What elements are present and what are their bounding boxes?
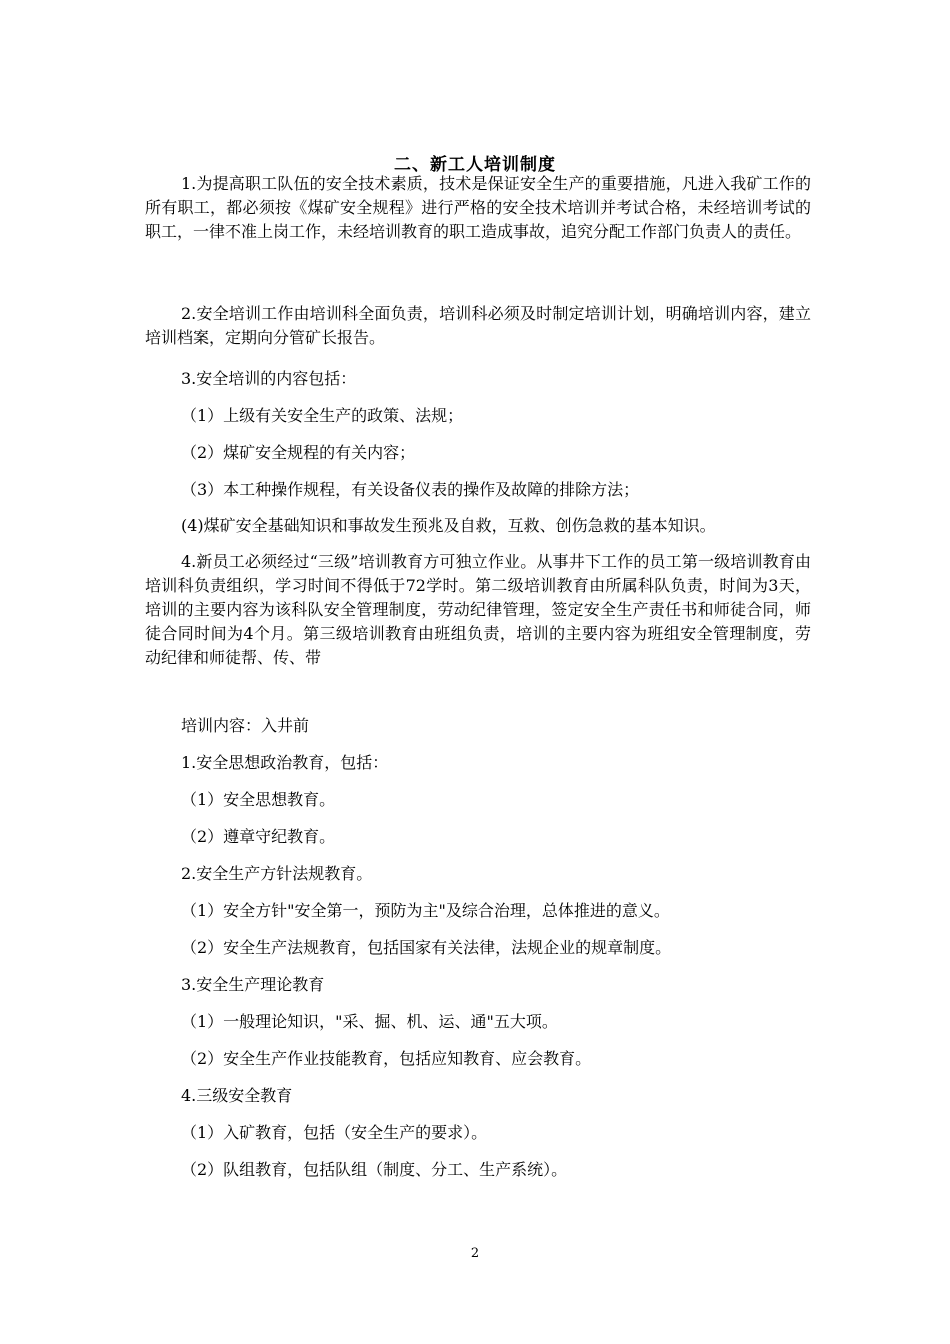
- list-item: （2）安全生产法规教育，包括国家有关法律，法规企业的规章制度。: [181, 938, 672, 957]
- section-heading: 培训内容：入井前: [181, 716, 310, 735]
- list-item: 4.三级安全教育: [181, 1086, 293, 1105]
- list-item: 1.安全思想政治教育，包括：: [181, 753, 389, 772]
- paragraph-3: 3.安全培训的内容包括：: [181, 369, 357, 388]
- list-item: （2）遵章守纪教育。: [181, 827, 336, 846]
- list-item: (4)煤矿安全基础知识和事故发生预兆及自救，互救、创伤急救的基本知识。: [181, 516, 716, 535]
- list-item: 2.安全生产方针法规教育。: [181, 864, 373, 883]
- list-item: （1）安全思想教育。: [181, 790, 336, 809]
- page-number: 2: [470, 1246, 480, 1261]
- list-item: （3）本工种操作规程，有关设备仪表的操作及故障的排除方法；: [181, 480, 640, 499]
- list-item: （2）安全生产作业技能教育，包括应知教育、应会教育。: [181, 1049, 592, 1068]
- list-item: （1）入矿教育，包括（安全生产的要求）。: [181, 1123, 488, 1142]
- list-item: （2）队组教育，包括队组（制度、分工、生产系统）。: [181, 1160, 568, 1179]
- list-item: （1）一般理论知识，"采、掘、机、运、通"五大项。: [181, 1012, 558, 1031]
- list-item: （1）安全方针"安全第一，预防为主"及综合治理，总体推进的意义。: [181, 901, 670, 920]
- paragraph-4: 4.新员工必须经过“三级”培训教育方可独立作业。从事井下工作的员工第一级培训教育由培训科负责组织，学习时间不得低于72学时。第二级培训教育由所属科队负责，时间为3天，培训的主要内容为该科队安全管理制度，劳动纪律管理，签定安全生产责任书和师徒合同，师徒合同时间为4个月。第三级培训教育由班组负责，培训的主要内容为班组安全管理制度，劳动纪律和师徒帮、传、带: [145, 552, 811, 667]
- list-item: 3.安全生产理论教育: [181, 975, 325, 994]
- list-item: （2）煤矿安全规程的有关内容；: [181, 443, 416, 462]
- list-item: （1）上级有关安全生产的政策、法规；: [181, 406, 464, 425]
- paragraph-2: 2.安全培训工作由培训科全面负责，培训科必须及时制定培训计划，明确培训内容，建立培训档案，定期向分管矿长报告。: [145, 304, 811, 347]
- paragraph-1: 1.为提高职工队伍的安全技术素质，技术是保证安全生产的重要措施，凡进入我矿工作的所有职工，都必须按《煤矿安全规程》进行严格的安全技术培训并考试合格，未经培训考试的职工，一律不准上岗工作，未经培训教育的职工造成事故，追究分配工作部门负责人的责任。: [145, 174, 811, 241]
- page-title: 二、新工人培训制度: [394, 155, 556, 175]
